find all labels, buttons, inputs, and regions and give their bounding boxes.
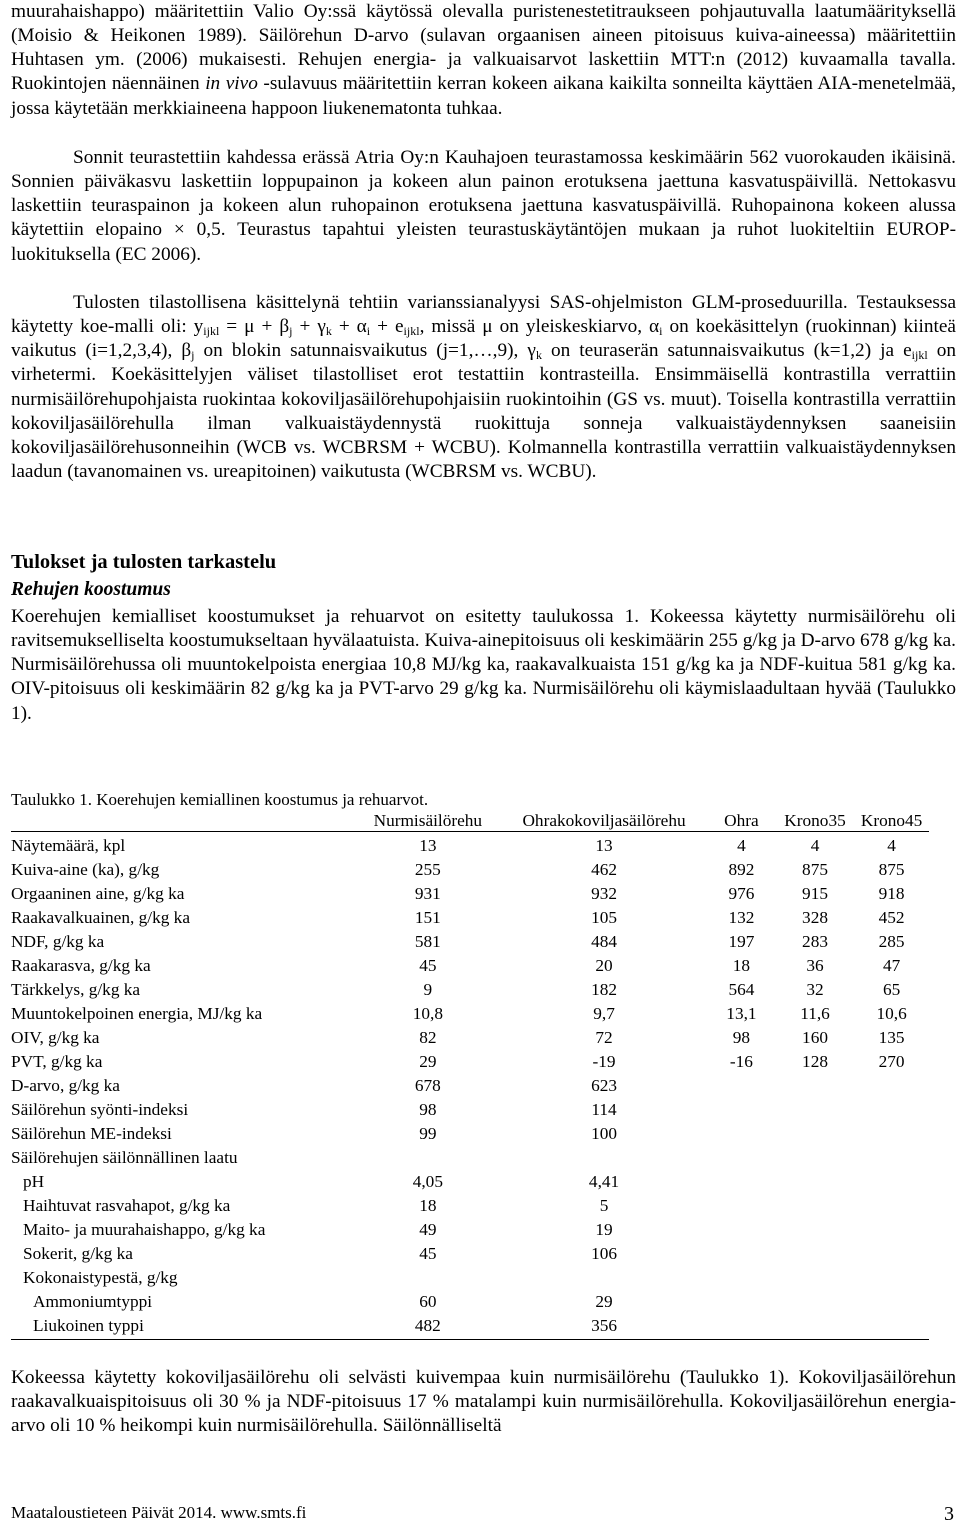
row-label: Maito- ja muurahaishappo, g/kg ka	[23, 1220, 266, 1239]
table-cell	[854, 1144, 929, 1168]
text-run: on teuraserän satunnaisvaikutus (k=1,2) ja e	[541, 340, 912, 362]
table-cell: 875	[802, 860, 828, 879]
table-cell: 623	[591, 1076, 617, 1095]
table-row	[11, 928, 929, 952]
table-row	[11, 1216, 929, 1240]
row-label: Raakarasva, g/kg ka	[11, 956, 151, 975]
table-row	[11, 880, 929, 904]
table-cell	[854, 1120, 929, 1144]
table-cell: 32	[806, 980, 824, 999]
row-label: pH	[23, 1172, 45, 1191]
results-paragraph: Koerehujen kemialliset koostumukset ja rehuarvot on esitetty taulukossa 1. Kokeessa käytetty nurmisäilörehu oli ravitsemukselliselta koostumukseltaan hyvälaatuista. Kuiva-ainepitoisuus oli keskimäärin 255 g/kg ja D-arvo 678 g/kg ka. Nurmisäilörehussa oli muuntokelpoista energiaa 10,8 MJ/kg ka, raakavalkuaista 151 g/kg ka ja NDF-kuitua 581 g/kg ka. OIV-pitoisuus oli keskimäärin 82 g/kg ka ja PVT-arvo 29 g/kg ka. Nurmisäilörehu oli käymislaadultaan hyvää (Taulukko 1).	[11, 606, 956, 724]
text-run: -sulavuus määritettiin kerran kokeen aikana kaikilta sonneilta käyttäen AIA-menetelmää, jossa käytetään merkkiaineena happoon liukenematonta tuhkaa.	[11, 73, 957, 119]
table-cell	[355, 1144, 501, 1168]
subscript: ijkl	[403, 324, 420, 339]
italic-text: in vivo	[205, 73, 258, 95]
table-cell: 19	[595, 1220, 613, 1239]
table-row	[11, 856, 929, 880]
row-label: Muuntokelpoinen energia, MJ/kg ka	[11, 1004, 263, 1023]
table-cell: 114	[591, 1100, 617, 1119]
row-label: Säilörehun syönti-indeksi	[11, 1100, 189, 1119]
table-cell: 47	[882, 956, 901, 975]
column-header: Ohrakokoviljasäilörehu	[522, 811, 686, 830]
table-cell: 13	[419, 836, 437, 855]
table-cell: 10,8	[412, 1004, 443, 1023]
table-cell: 60	[419, 1292, 437, 1311]
table-cell	[854, 1216, 929, 1240]
table-cell	[776, 1264, 854, 1288]
section-subheading: Rehujen koostumus	[11, 579, 171, 600]
methods-paragraph-2	[11, 146, 956, 267]
subscript: i	[659, 324, 663, 339]
table-cell	[501, 1264, 707, 1288]
row-label: NDF, g/kg ka	[11, 932, 105, 951]
methods-paragraph-1	[11, 0, 956, 121]
column-header: Nurmisäilörehu	[373, 811, 483, 830]
table-cell	[854, 1264, 929, 1288]
text-run: on virhetermi. Koekäsittelyjen väliset tilastolliset erot testattiin kontrasteilla. Ensimmäisellä kontrastilla verrattiin nurmisäilörehupohjaista ruokintaa kokoviljasäilörehupohjaisiin ruokintoihin (GS vs. muut). Toisella kontrastilla verrattiin kokoviljasäilörehulla ilman valkuaistäydennystä ruokittuja sonneja valkuaistäydennyksen saaneisiin kokoviljasäilörehusonneihin (WCB vs. WCBRSM + WCBU). Kolmannella kontrastilla verrattiin valkuaistäydennyksen laadun (tavanomainen vs. ureapitoinen) vaikutusta (WCBRSM vs. WCBU).	[11, 340, 957, 483]
row-label: Raakavalkuainen, g/kg ka	[11, 908, 190, 927]
subscript: k	[325, 324, 332, 339]
table-cell	[854, 1240, 929, 1264]
text-run: on koekäsittelyn (ruokinnan) kiinteä vaikutus (i=1,2,3,4), β	[11, 316, 956, 362]
table-cell	[707, 1144, 776, 1168]
column-header: Ohra	[724, 811, 759, 830]
table-cell: 197	[728, 932, 755, 951]
table-body	[11, 832, 929, 1340]
column-header: Krono35	[784, 811, 846, 830]
table-cell	[707, 1096, 776, 1120]
row-label: Kokonaistypestä, g/kg	[23, 1268, 178, 1287]
table-cell: 10,6	[876, 1004, 907, 1023]
table-row	[11, 952, 929, 976]
table-row	[11, 904, 929, 928]
row-label: Sokerit, g/kg ka	[23, 1244, 133, 1263]
table-cell: 356	[591, 1316, 617, 1335]
table-cell: 875	[878, 860, 905, 879]
table-row	[11, 976, 929, 1000]
table-cell: 564	[728, 980, 755, 999]
table-row	[11, 1144, 929, 1168]
table-cell: 462	[591, 860, 617, 879]
table-cell: 918	[878, 884, 905, 903]
footer-text: Maataloustieteen Päivät 2014. www.smts.fi	[11, 1503, 307, 1522]
table-cell	[776, 1312, 854, 1340]
table-cell: 29	[595, 1292, 613, 1311]
table-cell: 182	[591, 980, 617, 999]
table-row	[11, 1024, 929, 1048]
table-cell: 100	[591, 1124, 617, 1143]
table-cell: 9,7	[593, 1004, 615, 1023]
table-cell: 45	[419, 956, 437, 975]
column-header: Krono45	[860, 811, 923, 830]
table-cell	[776, 1192, 854, 1216]
table-cell: -16	[729, 1052, 753, 1071]
table-cell: -19	[592, 1052, 616, 1071]
subscript: i	[366, 324, 371, 339]
page-number: 3	[944, 1503, 954, 1525]
table-cell: 49	[419, 1220, 437, 1239]
text-run: muurahaishappo) määritettiin Valio Oy:ssä käytössä olevalla puristenestetitraukseen pohjautuvalla laatumäärityksellä (Moisio & Heikonen 1989). Säilörehun D-arvo (sulavan orgaanisen aineen pitoisuus kuiva-aineessa) määritettiin Huhtasen ym. (2006) mukaisesti. Rehujen energia- ja valkuaisarvot laskettiin MTT:n (2012) kuvaamalla tavalla. Ruokintojen näennäinen	[11, 1, 956, 95]
row-label: PVT, g/kg ka	[11, 1052, 103, 1071]
table-cell	[854, 1096, 929, 1120]
table-cell	[707, 1264, 776, 1288]
table-cell: 452	[878, 908, 905, 927]
table-cell: 5	[599, 1196, 609, 1215]
table-row	[11, 1288, 929, 1312]
text-run: + e	[370, 316, 404, 338]
table-cell	[707, 1072, 776, 1096]
row-label: Kuiva-aine (ka), g/kg	[11, 860, 160, 879]
text-run: + α	[331, 316, 367, 338]
table-cell: 581	[414, 932, 441, 951]
table-row	[11, 1048, 929, 1072]
table-cell: 105	[591, 908, 617, 927]
table-cell: 20	[595, 956, 613, 975]
table-cell	[776, 1288, 854, 1312]
subscript: j	[289, 324, 293, 339]
table-row	[11, 1192, 929, 1216]
table-cell	[776, 1168, 854, 1192]
table-cell: 482	[414, 1316, 441, 1335]
row-label: D-arvo, g/kg ka	[11, 1076, 120, 1095]
table-cell	[854, 1288, 929, 1312]
row-label: Haihtuvat rasvahapot, g/kg ka	[23, 1196, 231, 1215]
table-cell	[707, 1288, 776, 1312]
table-cell: 82	[419, 1028, 437, 1047]
table-cell	[854, 1312, 929, 1340]
table-cell: 99	[419, 1124, 437, 1143]
table-cell: 9	[423, 980, 433, 999]
table-row	[11, 1072, 929, 1096]
table-row	[11, 1264, 929, 1288]
subscript: ijkl	[203, 324, 220, 339]
table-cell: 283	[802, 932, 828, 951]
table-cell	[707, 1120, 776, 1144]
table-cell	[854, 1072, 929, 1096]
table-cell: 892	[728, 860, 755, 879]
table-cell: 931	[414, 884, 441, 903]
table-cell: 13,1	[726, 1004, 757, 1023]
table-row	[11, 1312, 929, 1340]
table-cell	[707, 1168, 776, 1192]
table-cell: 18	[419, 1196, 437, 1215]
text-run: , missä μ on yleiskeskiarvo, α	[419, 316, 660, 338]
table-cell: 98	[419, 1100, 437, 1119]
table-row	[11, 1240, 929, 1264]
table-cell	[707, 1192, 776, 1216]
table-cell: 255	[414, 860, 441, 879]
table-cell: 285	[878, 932, 905, 951]
table-cell	[707, 1240, 776, 1264]
table-cell: 128	[802, 1052, 828, 1071]
table-cell: 915	[802, 884, 828, 903]
row-label: OIV, g/kg ka	[11, 1028, 100, 1047]
text-run: Tulosten tilastollisena käsittelynä tehtiin varianssianalyysi SAS-ohjelmiston GLM-proseduurilla. Testauksessa käytetty koe-malli oli: y	[11, 292, 956, 338]
table-cell	[355, 1264, 501, 1288]
column-header	[11, 807, 355, 832]
table-cell: 4	[737, 836, 746, 855]
table-cell	[707, 1312, 776, 1340]
subscript: j	[191, 348, 195, 363]
table-cell	[776, 1216, 854, 1240]
table-cell	[776, 1240, 854, 1264]
table-cell: 976	[728, 884, 755, 903]
table-row	[11, 1096, 929, 1120]
table-cell: 4,41	[588, 1172, 620, 1191]
subscript: ijkl	[911, 348, 928, 363]
table-cell: 135	[878, 1028, 905, 1047]
composition-table	[11, 807, 929, 1340]
table-cell	[776, 1120, 854, 1144]
text-run: on blokin satunnaisvaikutus (j=1,…,9), γ	[194, 340, 536, 362]
table-cell: 18	[732, 956, 751, 975]
row-label: Säilörehun ME-indeksi	[11, 1124, 172, 1143]
table-header-row	[11, 807, 929, 832]
table-cell: 328	[802, 908, 828, 927]
table-cell: 72	[595, 1028, 613, 1047]
row-label: Orgaaninen aine, g/kg ka	[11, 884, 185, 903]
table-cell	[854, 1168, 929, 1192]
row-label: Tärkkelys, g/kg ka	[11, 980, 141, 999]
table-cell	[776, 1144, 854, 1168]
table-cell: 98	[732, 1028, 751, 1047]
methods-paragraph-3	[11, 291, 956, 484]
table-cell	[501, 1144, 707, 1168]
table-cell: 36	[806, 956, 824, 975]
table-row	[11, 1168, 929, 1192]
table-cell: 65	[882, 980, 901, 999]
table-cell	[776, 1072, 854, 1096]
table-row	[11, 1120, 929, 1144]
row-label: Säilörehujen säilönnällinen laatu	[11, 1148, 238, 1167]
table-cell	[776, 1096, 854, 1120]
row-label: Liukoinen typpi	[33, 1316, 144, 1335]
table-cell: 4	[810, 836, 820, 855]
table-cell: 678	[414, 1076, 441, 1095]
table-cell: 932	[591, 884, 617, 903]
table-cell: 484	[591, 932, 617, 951]
closing-paragraph: Kokeessa käytetty kokoviljasäilörehu oli selvästi kuivempaa kuin nurmisäilörehu (Taulukko 1). Kokoviljasäilörehun raakavalkuaispitoisuus oli 30 % ja NDF-pitoisuus 17 % matalampi kuin nurmisäilörehulla. Kokoviljasäilörehun energia-arvo oli 10 % heikompi kuin nurmisäilörehulla. Säilönnälliseltä	[11, 1367, 956, 1437]
table-cell: 4	[887, 836, 896, 855]
table-cell: 11,6	[800, 1004, 830, 1023]
table-cell: 29	[419, 1052, 437, 1071]
subscript: k	[535, 348, 542, 363]
table-row	[11, 1000, 929, 1024]
table-cell: 106	[591, 1244, 617, 1263]
row-label: Ammoniumtyppi	[33, 1292, 153, 1311]
text-run: + γ	[292, 316, 326, 338]
table-cell: 270	[878, 1052, 905, 1071]
text-run: Sonnit teurastettiin kahdessa erässä Atria Oy:n Kauhajoen teurastamossa keskimäärin 562 vuorokauden ikäisinä. Sonnien päiväkasvu laskettiin loppupainon ja kokeen alun painon erotuksena jaettuna kasvatuspäivillä. Nettokasvu laskettiin teuraspainon ja kokeen alun ruhopainon erotuksena jaettuna kasvatuspäivillä. Ruhopainona kokeen alussa käytettiin elopaino × 0,5. Teurastus tapahtui yleisten teurastuskäytäntöjen mukaan ja ruhot luokiteltiin EUROP-luokituksella (EC 2006).	[11, 147, 956, 265]
table-cell: 132	[728, 908, 755, 927]
table-row	[11, 832, 929, 857]
table-cell: 45	[419, 1244, 437, 1263]
table-cell	[854, 1192, 929, 1216]
text-run: = μ + β	[219, 316, 290, 338]
row-label: Näytemäärä, kpl	[11, 836, 126, 855]
table-cell: 13	[595, 836, 613, 855]
table-cell: 151	[414, 908, 441, 927]
table-cell: 160	[802, 1028, 828, 1047]
table-cell: 4,05	[412, 1172, 443, 1191]
section-heading: Tulokset ja tulosten tarkastelu	[11, 551, 277, 573]
table-caption: Taulukko 1. Koerehujen kemiallinen koostumus ja rehuarvot.	[11, 790, 429, 809]
table-cell	[707, 1216, 776, 1240]
